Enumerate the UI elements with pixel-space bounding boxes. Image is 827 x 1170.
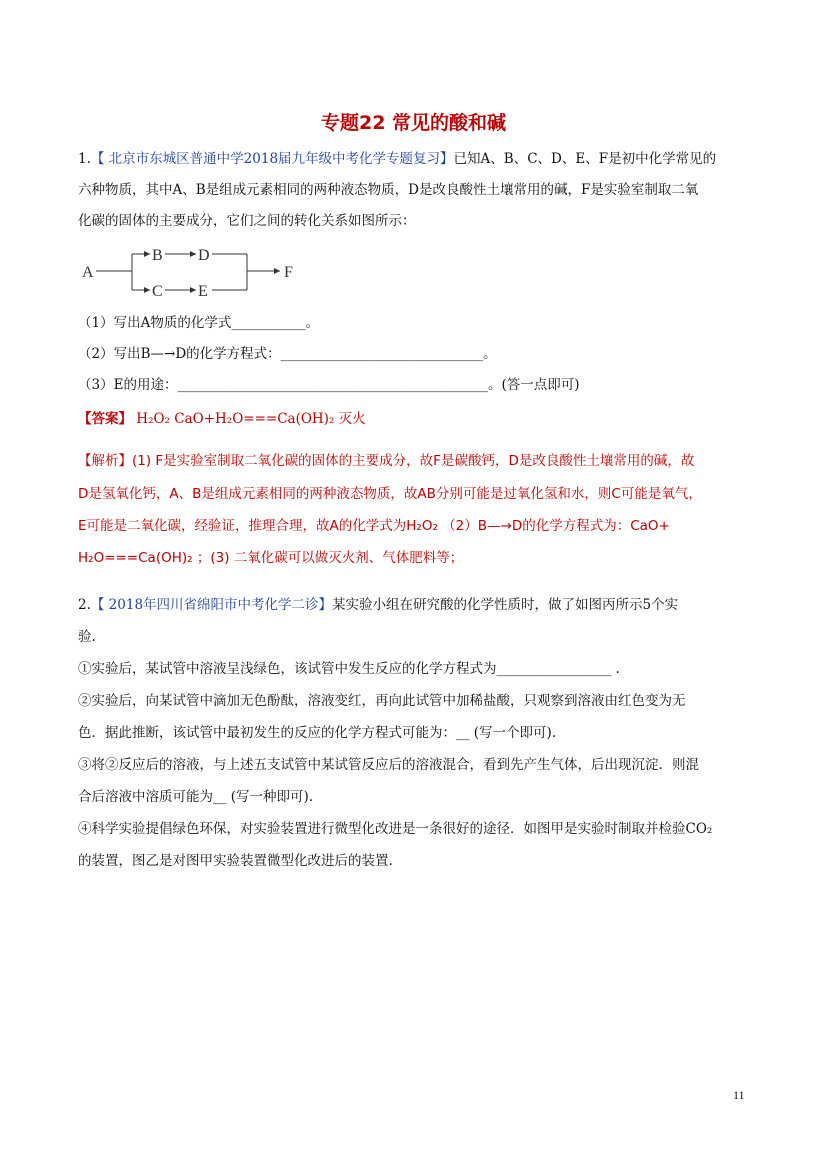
conversion-diagram <box>82 240 322 302</box>
q1-part-3: （3）E的用途：______________________________________________。(答一点即可) <box>78 377 580 393</box>
q2-line-4: ②实验后，向某试管中滴加无色酚酞，溶液变红，再向此试管中加稀盐酸，只观察到溶液由红色变为无 <box>78 693 686 709</box>
node-f: F <box>284 264 293 281</box>
answer-text: H₂O₂ CaO+H₂O===Ca(OH)₂ 灭火 <box>136 411 366 427</box>
node-e: E <box>198 283 208 300</box>
q2-line-8: ④科学实验提倡绿色环保，对实验装置进行微型化改进是一条很好的途径．如图甲是实验时制取并检验CO₂ <box>78 821 713 837</box>
q2-line-1 <box>78 595 758 615</box>
q2-line-7: 合后溶液中溶质可能为__ (写一种即可). <box>78 789 314 805</box>
page-number: 11 <box>733 1088 745 1102</box>
q1-source: 【 北京市东城区普通中学2018届九年级中考化学专题复习】 <box>90 151 454 167</box>
q1-line-2: 六种物质，其中A、B是组成元素相同的两种液态物质，D是改良酸性土壤常用的碱，F是实验室制取二氧 <box>78 182 699 198</box>
analysis-line-4: H₂O===Ca(OH)₂ ；(3) 二氧化碳可以做灭火剂、气体肥料等； <box>78 550 464 566</box>
q1-number: 1. <box>78 151 91 167</box>
analysis-line-2: D是氢氧化钙，A、B是组成元素相同的两种液态物质，故AB分别可能是过氧化氢和水，则C可能是氧气， <box>78 486 702 502</box>
q1-part-2: （2）写出B—→D的化学方程式：______________________________。 <box>78 346 497 362</box>
q2-line-3: ①实验后，某试管中溶液呈浅绿色，该试管中发生反应的化学方程式为_________________ . <box>78 661 620 677</box>
node-d: D <box>198 247 210 264</box>
q1-answer <box>78 409 758 429</box>
q2-line-9: 的装置，图乙是对图甲实验装置微型化改进后的装置. <box>78 853 393 869</box>
q2-number: 2. <box>78 597 91 613</box>
node-a: A <box>82 264 94 281</box>
node-c: C <box>152 283 163 300</box>
node-b: B <box>152 247 163 264</box>
q2-source: 【 2018年四川省绵阳市中考化学二诊】 <box>90 597 333 613</box>
q1-line-3: 化碳的固体的主要成分，它们之间的转化关系如图所示： <box>78 213 416 229</box>
q2-line-2: 验. <box>78 629 96 645</box>
page-title: 专题22 常见的酸和碱 <box>320 112 507 134</box>
q1-line-1 <box>78 149 758 169</box>
q1-text-1: 已知A、B、C、D、E、F是初中化学常见的 <box>453 151 717 167</box>
q2-line-5: 色．据此推断，该试管中最初发生的反应的化学方程式可能为：__ (写一个即可). <box>78 725 557 741</box>
answer-label: 【答案】 <box>78 411 132 427</box>
analysis-line-1: 【解析】(1) F是实验室制取二氧化碳的固体的主要成分，故F是碳酸钙，D是改良酸性土壤常用的碱，故 <box>78 453 695 469</box>
q2-line-6: ③将②反应后的溶液，与上述五支试管中某试管反应后的溶液混合，看到先产生气体，后出现沉淀．则混 <box>78 757 699 773</box>
analysis-line-3: E可能是二氧化碳，经验证，推理合理，故A的化学式为H₂O₂ （2）B—→D的化学方程式为：CaO+ <box>78 518 670 534</box>
q2-text-1: 某实验小组在研究酸的化学性质时，做了如图丙所示5个实 <box>332 597 679 613</box>
q1-part-1: （1）写出A物质的化学式___________。 <box>78 315 320 331</box>
